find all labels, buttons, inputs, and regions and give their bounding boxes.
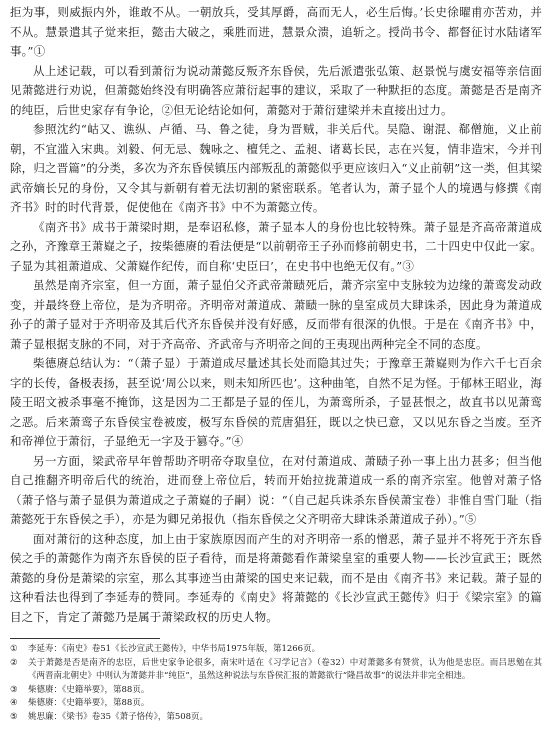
- footnote-text: 柴德赓：《史籍举要》，第88页。: [28, 684, 150, 695]
- paragraph-4: 《南齐书》成书于萧梁时期，是奉诏私修，萧子显本人的身份也比较特殊。萧子显是齐高帝萧道成之孙，齐豫章王萧嶷之子，按柴德赓的看法便是“以前朝帝王子孙而修前朝史书，二十四史中仅此一家。子显为其祖萧道成、父萧嶷作纪传，而自称‘史臣曰’，在史书中也绝无仅有。”③: [10, 219, 542, 273]
- footnote-text: 关于萧懿是否是南齐的忠臣，后世史家争论很多，南宋叶适在《习学记言》（卷32）中对萧懿多有赞赏，认为他是忠臣。而吕思勉在其《两晋南北朝史》中则认为萧懿并非“纯臣”，虽然这种说法与东昏侯汇报的萧懿欲行“隆昌故事”的说法并非完全相违。: [28, 657, 542, 681]
- footnote-1: [10, 643, 542, 657]
- paragraph-5: 虽然是南齐宗室，但一方面，萧子显伯父齐武帝萧赜死后，萧齐宗室中支脉较为边缘的萧鸾发动政变，并最终登上帝位，是为齐明帝。齐明帝对萧道成、萧赜一脉的皇室成员大肆诛杀，因此身为萧道成孙子的萧子显对于齐明帝及其后代齐东昏侯并没有好感，反而带有很深的仇恨。于是在《南齐书》中，萧子显根据支脉的不同，对于齐高帝、齐武帝与齐明帝之间的王夷现出两种完全不同的态度。: [10, 278, 542, 351]
- footnote-mark: ⑤: [10, 711, 18, 722]
- paragraph-6: 柴德赓总结认为：“（萧子显）于萧道成尽量述其长处而隐其过失；于豫章王萧嶷则为作六千七百余字的长传，备极表扬，甚至说‘周公以来，则未知所匹也’。这种曲笔，自然不足为怪。于郁林王昭业，海陵王昭文被杀事毫不掩饰，这是因为二王都是子显的侄儿，为萧鸾所杀，子显甚恨之，故直书以见萧鸾之恶。后来萧鸾子东昏侯宝卷被废，极写东昏侯的荒唐猖狂，既以之快已意，又以见东昏之当废。至齐和帝禅位于萧衍，子显绝无一字及于篡夺。”④: [10, 356, 542, 448]
- footnote-5: [10, 711, 542, 725]
- paragraph-1: 拒为事，则威振内外，谁敢不从。一朝放兵，受其厚爵，高而无人，必生后悔。’长史徐曜甫亦苦劝，并不从。慧景遣其子觉来拒，懿击大破之，乘胜而进，慧景众溃，追斩之。授尚书令、都督征讨水陆诸军事。”①: [10, 5, 542, 58]
- footnote-mark: ②: [10, 657, 18, 668]
- body-text: [10, 3, 542, 627]
- paragraph-2: 从上述记载，可以看到萧衍为说动萧懿反叛齐东昏侯，先后派遣张弘策、赵景悦与虞安福等亲信面见萧懿进行劝说，但萧懿始终没有明确答应萧衍起事的建议，采取了一种默拒的态度。萧懿是否是南齐的纯臣，后世史家存有争论，②但无论结论如何，萧懿对于萧衍建梁并未直接出过力。: [10, 63, 542, 117]
- paragraph-8: 面对萧衍的这种态度，加上由于家族原因而产生的对齐明帝一系的憎恶，萧子显并不将死于齐东昏侯之手的萧懿作为南齐东昏侯的臣子看待，而是将萧懿看作萧梁皇室的重要人物——长沙宣武王；既然萧懿的身份是萧梁的宗室，那么其事迹当由萧梁的国史来记载，而不是由《南齐书》来记载。萧子显的这种看法也得到了李延寿的赞同。李延寿的《南史》将萧懿的《长沙宣武王懿传》归于《梁宗室》的篇目之下，肯定了萧懿乃是属于萧梁政权的历史人物。: [10, 531, 542, 624]
- paragraph-7: 另一方面，梁武帝早年曾帮助齐明帝夺取皇位，在对付萧道成、萧赜子孙一事上出力甚多；但当他自己推翻齐明帝后代的统治，进而登上帝位后，转而开始拉拢萧道成一系的南齐宗室。他曾对萧子恪（萧子恪与萧子显俱为萧道成之子萧嶷的子嗣）说：“（自己起兵诛杀东昏侯萧宝卷）非惟自雪门耻（指萧懿死于东昏侯之手），亦是为卿兄弟报仇（指东昏侯之父齐明帝大肆诛杀萧道成子孙）。”⑤: [10, 453, 542, 526]
- footnote-text: 姚思廉：《梁书》卷35《萧子恪传》，第508页。: [28, 711, 209, 722]
- footnote-mark: ③: [10, 684, 18, 695]
- footnote-4: [10, 697, 542, 711]
- footnote-mark: ①: [10, 644, 18, 654]
- footnote-mark: ④: [10, 698, 18, 708]
- footnote-text: 李延寿：《南史》卷51《长沙宣武王懿传》，中华书局1975年版，第1266页。: [28, 644, 321, 654]
- footnote-2: [10, 657, 542, 684]
- paragraph-3: 参照沈约“岵又、谯纵、卢循、马、鲁之徒，身为晋贼，非关后代。吴隐、谢混、郗僧施，义止前朝，不宜滥入宋典。刘毅、何无忌、魏咏之、檀凭之、孟昶、诸葛长民，志在兴复，情非造宋，今并刊除，归之晋篇”的分类，多次为齐东昏侯镇压内部叛乱的萧懿似乎更应该归入“义止前朝”这一类，但其梁武帝嫡长兄的身份，又令其与新朝有着无法切割的紧密联系。笔者认为，萧子显个人的境遇与修撰《南齐书》时的时代背景，促使他在《南齐书》中不为萧懿立传。: [10, 122, 542, 214]
- footnote-3: [10, 684, 542, 698]
- footnotes: [10, 643, 542, 724]
- footnote-divider: [10, 638, 160, 639]
- footnote-text: 柴德赓：《史籍举要》，第88页。: [28, 698, 150, 708]
